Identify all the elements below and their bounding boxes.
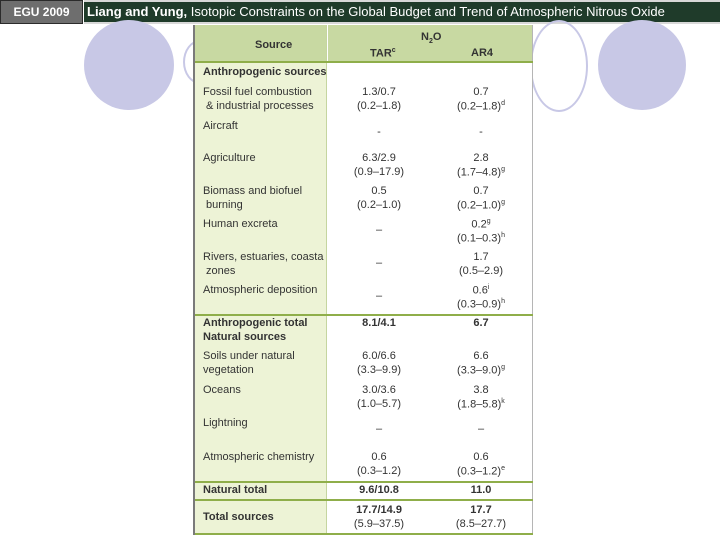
conference-badge: EGU 2009 xyxy=(0,0,83,24)
row-soils-ar4-range: $(3.3-9.0)^g$ xyxy=(457,364,505,377)
row-total-sources-tar-range: (5.9–37.5) xyxy=(353,518,405,530)
row-agriculture-ar4: 2.8 xyxy=(473,152,489,164)
row-total-sources-ar4: 17.7 xyxy=(470,504,492,516)
row-deposition-source: Atmospheric deposition xyxy=(203,284,318,296)
section-anthropogenic: Anthropogenic sources xyxy=(203,66,327,78)
anthro-total-rule xyxy=(195,314,533,316)
row-anthro-total-source: Anthropogenic total xyxy=(203,317,308,329)
row-natural-total-ar4: 11.0 xyxy=(470,484,492,496)
row-fossil-ar4-range: $(0.2-1.8)^d$ xyxy=(457,100,505,113)
row-deposition-ar4: 0.6$^i$ xyxy=(472,284,490,297)
row-total-sources-ar4-range: (8.5–27.7) xyxy=(455,518,507,530)
header-source: Source xyxy=(255,39,293,51)
natural-total-rule xyxy=(195,481,533,483)
row-chemistry-ar4: 0.6 xyxy=(473,451,489,463)
row-agriculture-ar4-range: $(1.7-4.8)^g$ xyxy=(457,166,505,179)
row-fossil-ar4: 0.7 xyxy=(473,86,489,98)
slide-title xyxy=(84,0,720,24)
row-oceans-ar4: 3.8 xyxy=(473,384,489,396)
row-fossil-tar-range: (0.2–1.8) xyxy=(356,100,402,112)
title-authors: Liang and Yung, xyxy=(87,4,188,19)
row-rivers-ar4: 1.7 xyxy=(473,251,489,263)
row-soils-ar4: 6.6 xyxy=(473,350,489,362)
row-soils-tar: 6.0/6.6 xyxy=(362,350,396,362)
header-tar: TAR$^c$ xyxy=(370,47,396,60)
row-oceans-tar: 3.0/3.6 xyxy=(362,384,396,396)
header-rule xyxy=(195,61,533,63)
row-excreta-source: Human excreta xyxy=(203,218,278,230)
row-excreta-ar4-range: $(0.1-0.3)^h$ xyxy=(457,232,505,245)
decor-circle-left xyxy=(84,20,174,110)
row-agriculture-tar-range: (0.9–17.9) xyxy=(353,166,405,178)
row-deposition-ar4-range: $(0.3-0.9)^h$ xyxy=(457,298,505,311)
row-total-sources-tar: 17.7/14.9 xyxy=(356,504,402,516)
header-ar4: AR4 xyxy=(471,47,494,59)
decor-circle-right xyxy=(598,20,686,110)
row-biomass-ar4: 0.7 xyxy=(473,185,489,197)
row-anthro-total-tar: 8.1/4.1 xyxy=(362,317,396,329)
row-anthro-total-ar4: 6.7 xyxy=(473,317,489,329)
row-fossil-source-1: Fossil fuel combustion xyxy=(203,86,312,98)
row-rivers-source-1: Rivers, estuaries, coasta xyxy=(203,251,324,263)
row-total-sources-source: Total sources xyxy=(203,511,274,523)
row-chemistry-tar: 0.6 xyxy=(371,451,387,463)
row-soils-source-2: vegetation xyxy=(203,364,254,376)
row-natural-total-tar: 9.6/10.8 xyxy=(359,484,399,496)
title-text: Isotopic Constraints on the Global Budget and Trend of Atmospheric Nitrous Oxide xyxy=(190,4,665,19)
n2o-budget-table xyxy=(193,25,533,535)
row-oceans-source: Oceans xyxy=(203,384,241,396)
row-biomass-ar4-range: $(0.2-1.0)^g$ xyxy=(457,199,505,212)
row-chemistry-tar-range: (0.3–1.2) xyxy=(356,465,402,477)
row-aircraft-ar4: - xyxy=(479,126,483,138)
row-excreta-tar: – xyxy=(375,224,383,236)
row-biomass-tar-range: (0.2–1.0) xyxy=(356,199,402,211)
row-rivers-source-2: zones xyxy=(206,265,236,277)
grand-total-rule xyxy=(195,499,533,501)
row-rivers-tar: – xyxy=(375,257,383,269)
row-rivers-ar4-range: (0.5–2.9) xyxy=(458,265,504,277)
row-aircraft-source: Aircraft xyxy=(203,120,238,132)
column-divider xyxy=(326,25,327,535)
row-biomass-source-2: burning xyxy=(206,199,243,211)
decor-ring-right xyxy=(530,20,588,112)
row-lightning-source: Lightning xyxy=(203,417,248,429)
row-biomass-source-1: Biomass and biofuel xyxy=(203,185,303,197)
row-oceans-ar4-range: $(1.8-5.8)^k$ xyxy=(457,398,505,411)
row-lightning-tar: – xyxy=(375,423,383,435)
row-chemistry-source: Atmospheric chemistry xyxy=(203,451,315,463)
row-soils-source-1: Soils under natural xyxy=(203,350,295,362)
row-deposition-tar: – xyxy=(375,290,383,302)
row-biomass-tar: 0.5 xyxy=(371,185,387,197)
row-natural-total-source: Natural total xyxy=(203,484,268,496)
row-fossil-tar: 1.3/0.7 xyxy=(362,86,396,98)
row-soils-tar-range: (3.3–9.9) xyxy=(356,364,402,376)
row-oceans-tar-range: (1.0–5.7) xyxy=(356,398,402,410)
row-aircraft-tar: - xyxy=(377,126,381,138)
bottom-rule xyxy=(195,533,533,535)
header-n2o: $N_2O$ xyxy=(421,31,442,46)
row-lightning-ar4: – xyxy=(477,423,485,435)
row-fossil-source-2: & industrial processes xyxy=(206,100,314,112)
row-agriculture-source: Agriculture xyxy=(203,152,256,164)
row-excreta-ar4: 0.2$^g$ xyxy=(471,218,491,231)
title-bar xyxy=(0,0,720,24)
row-agriculture-tar: 6.3/2.9 xyxy=(362,152,396,164)
row-chemistry-ar4-range: $(0.3-1.2)^e$ xyxy=(457,465,505,478)
section-natural: Natural sources xyxy=(203,331,287,343)
